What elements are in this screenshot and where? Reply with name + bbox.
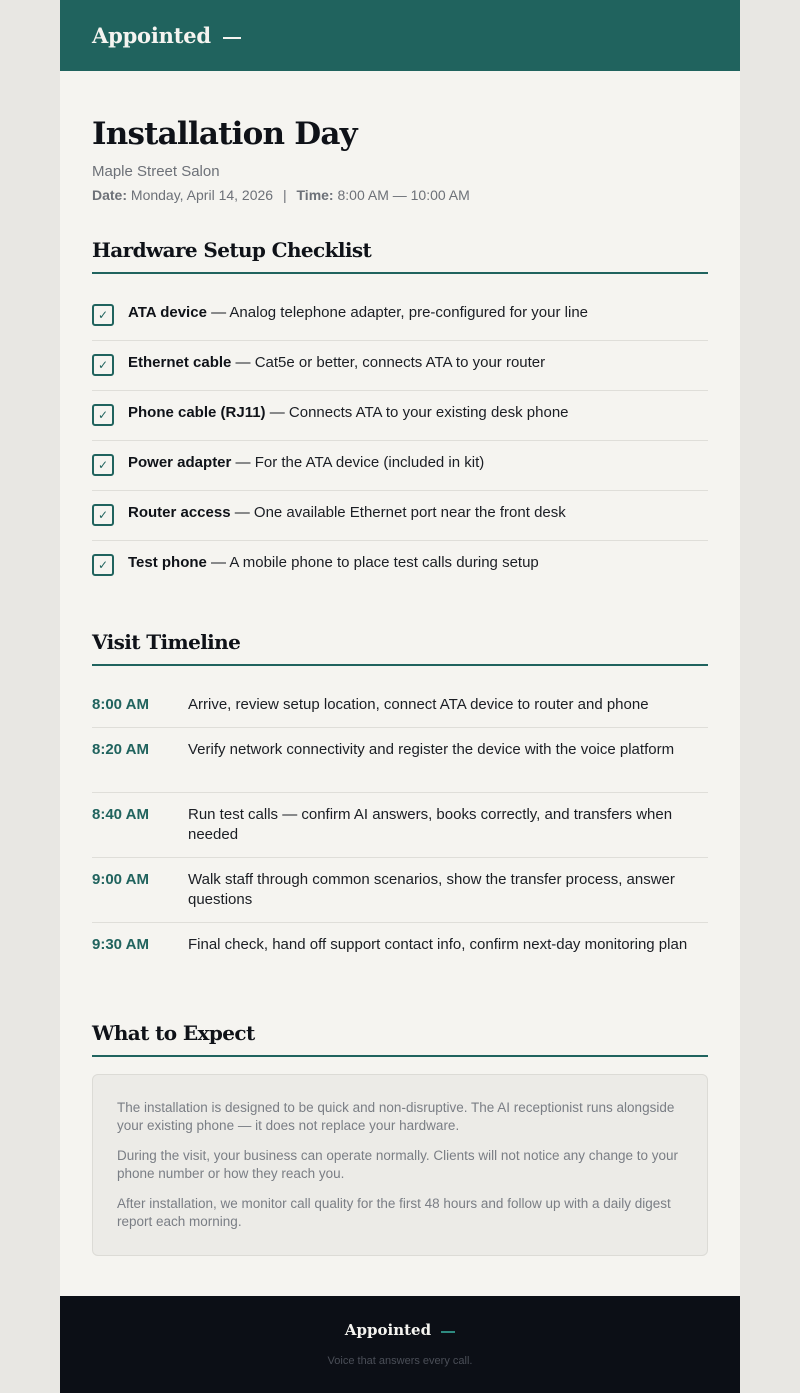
footer-tagline: Voice that answers every call.: [327, 1355, 473, 1367]
header-bar: [60, 0, 740, 71]
appointment-meta: [92, 185, 470, 205]
hardware-checklist: [92, 291, 708, 591]
checklist-item-name: Power adapter: [128, 454, 232, 471]
brand-dash-icon: [223, 37, 241, 39]
expect-paragraph: The installation is designed to be quick and non-disruptive. The AI receptionist runs alongside your existing phone — it does not replace your hardware.: [117, 1100, 675, 1133]
visit-timeline: [92, 684, 708, 988]
checklist-item-desc: — For the ATA device (included in kit): [231, 454, 485, 471]
checkbox-checked-icon[interactable]: ✓: [92, 354, 114, 376]
checklist-item-name: ATA device: [128, 304, 207, 321]
checklist-item: [92, 441, 708, 491]
timeline-time: 8:40 AM: [92, 806, 149, 823]
checklist-item-desc: — One available Ethernet port near the front desk: [230, 504, 566, 521]
checklist-item-desc: — Analog telephone adapter, pre-configured for your line: [206, 304, 589, 321]
timeline-desc: Final check, hand off support contact info, confirm next-day monitoring plan: [188, 936, 688, 953]
checklist-item-text: [128, 503, 566, 523]
timeline-row: [92, 923, 708, 988]
timeline-heading: Visit Timeline: [92, 628, 708, 666]
timeline-row: [92, 684, 708, 728]
page-title: Installation Day: [92, 116, 357, 152]
timeline-row: [92, 858, 708, 923]
checkbox-checked-icon[interactable]: ✓: [92, 554, 114, 576]
timeline-time: 9:30 AM: [92, 936, 149, 953]
checklist-item: [92, 341, 708, 391]
expect-paragraph: During the visit, your business can operate normally. Clients will not notice any change to your phone number or how they reach you.: [117, 1148, 679, 1181]
checklist-heading: Hardware Setup Checklist: [92, 236, 708, 274]
footer-brand[interactable]: Appointed: [344, 1321, 432, 1339]
footer: [60, 1296, 740, 1393]
email-container: [60, 0, 740, 1393]
checklist-item-name: Test phone: [128, 554, 207, 571]
checklist-item-text: [128, 403, 569, 423]
checkbox-checked-icon[interactable]: ✓: [92, 454, 114, 476]
checkbox-checked-icon[interactable]: ✓: [92, 404, 114, 426]
timeline-time: 8:20 AM: [92, 741, 149, 758]
checklist-item-desc: — A mobile phone to place test calls during setup: [206, 554, 539, 571]
checkbox-checked-icon[interactable]: ✓: [92, 304, 114, 326]
checklist-item-desc: — Connects ATA to your existing desk phone: [265, 404, 569, 421]
timeline-desc: Arrive, review setup location, connect ATA device to router and phone: [188, 696, 649, 713]
checklist-item-name: Phone cable (RJ11): [128, 404, 266, 421]
checkbox-checked-icon[interactable]: ✓: [92, 504, 114, 526]
meta-separator: |: [282, 187, 287, 203]
checklist-item-text: [128, 453, 484, 473]
time-label: Time:: [296, 187, 334, 203]
checklist-item-text: [128, 353, 545, 373]
timeline-time: 8:00 AM: [92, 696, 149, 713]
footer-brand-row: [60, 1320, 740, 1340]
checklist-item-text: [128, 553, 539, 573]
checklist-item-name: Router access: [128, 504, 231, 521]
timeline-row: [92, 728, 708, 793]
brand-logo[interactable]: Appointed: [92, 23, 211, 48]
date-value: Monday, April 14, 2026: [130, 187, 274, 203]
time-value: 8:00 AM — 10:00 AM: [337, 187, 470, 203]
timeline-desc: Run test calls — confirm AI answers, books correctly, and transfers when needed: [188, 806, 673, 843]
expect-paragraph: After installation, we monitor call quality for the first 48 hours and follow up with a daily digest report each morning.: [117, 1196, 671, 1229]
checklist-item-desc: — Cat5e or better, connects ATA to your router: [231, 354, 546, 371]
checklist-item: [92, 291, 708, 341]
checklist-item-text: [128, 303, 588, 323]
checklist-item: [92, 491, 708, 541]
footer-dash-icon: [441, 1331, 455, 1333]
checklist-item-name: Ethernet cable: [128, 354, 232, 371]
timeline-desc: Verify network connectivity and register the device with the voice platform: [188, 741, 675, 758]
timeline-time: 9:00 AM: [92, 871, 149, 888]
expect-heading: What to Expect: [92, 1019, 708, 1057]
checklist-item: [92, 391, 708, 441]
checklist-item: [92, 541, 708, 591]
timeline-desc: Walk staff through common scenarios, show the transfer process, answer questions: [188, 871, 675, 908]
client-name: Maple Street Salon: [92, 163, 220, 180]
expect-info-box: [92, 1074, 708, 1256]
date-label: Date:: [92, 187, 128, 203]
timeline-row: [92, 793, 708, 858]
